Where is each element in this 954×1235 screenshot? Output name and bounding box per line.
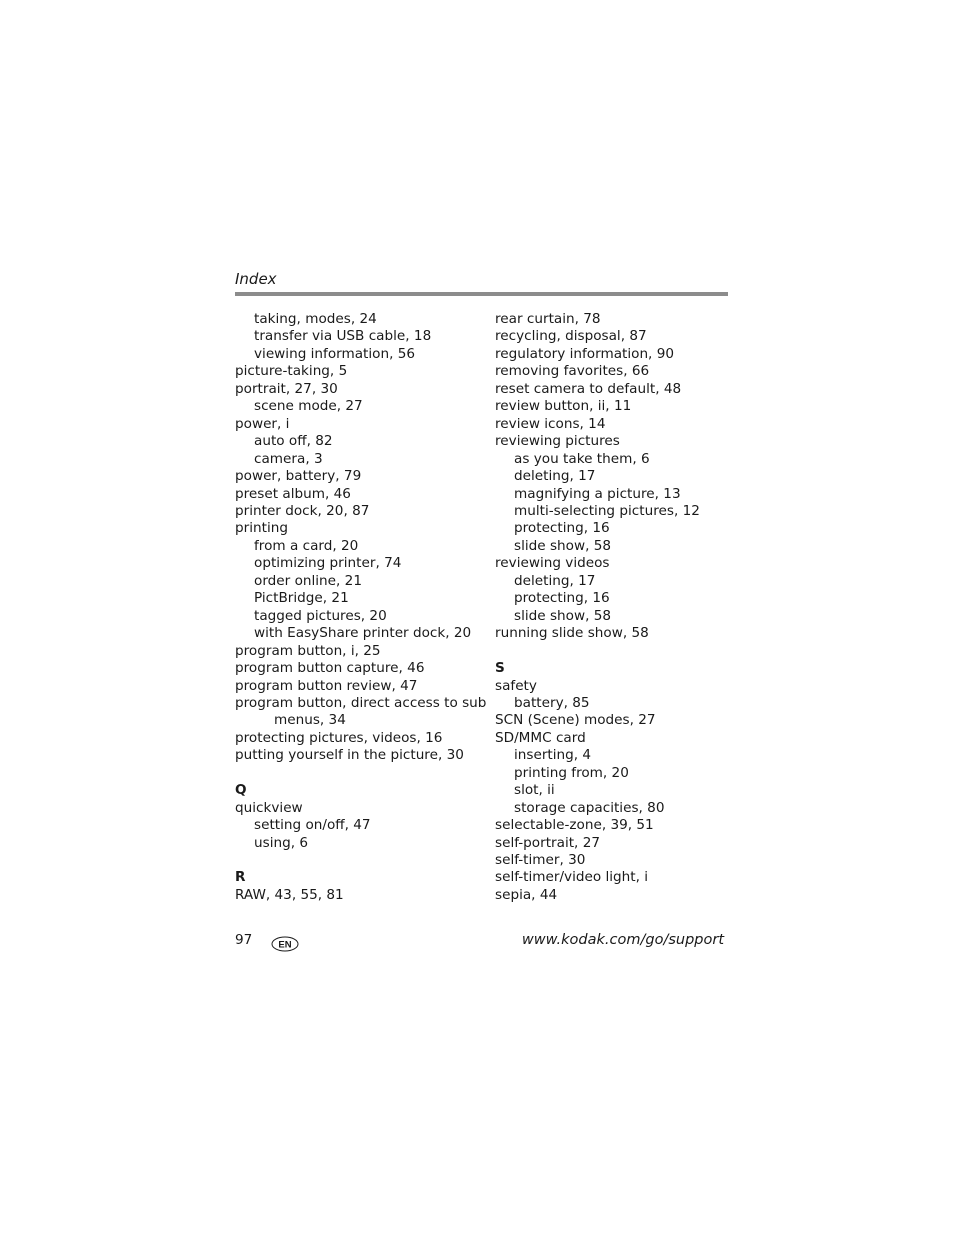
index-subentry: protecting, 16 bbox=[514, 590, 610, 607]
index-subentry: magnifying a picture, 13 bbox=[514, 485, 681, 502]
index-spacer bbox=[235, 765, 485, 782]
index-entry: printer dock, 20, 87 bbox=[235, 502, 370, 519]
index-entry: program button, direct access to sub bbox=[235, 694, 487, 711]
page-number: 97 bbox=[235, 932, 253, 948]
index-subentry: setting on/off, 47 bbox=[254, 817, 371, 834]
index-subentry: auto off, 82 bbox=[254, 433, 333, 450]
language-badge-icon bbox=[271, 936, 299, 952]
index-entry: program button capture, 46 bbox=[235, 660, 425, 677]
index-entry: RAW, 43, 55, 81 bbox=[235, 886, 344, 903]
index-entry: protecting pictures, videos, 16 bbox=[235, 729, 443, 746]
index-subentry: deleting, 17 bbox=[514, 468, 596, 485]
index-entry: sepia, 44 bbox=[495, 886, 558, 903]
index-subentry: PictBridge, 21 bbox=[254, 590, 349, 607]
index-subentry: slide show, 58 bbox=[514, 537, 612, 554]
language-badge-text: EN bbox=[278, 939, 292, 951]
index-entry: SD/MMC card bbox=[495, 729, 586, 746]
index-subentry: storage capacities, 80 bbox=[514, 799, 665, 816]
index-subentry: protecting, 16 bbox=[514, 520, 610, 537]
index-entry: review icons, 14 bbox=[495, 415, 606, 432]
index-subentry: as you take them, 6 bbox=[514, 450, 650, 467]
index-subentry: with EasyShare printer dock, 20 bbox=[254, 625, 472, 642]
index-entry: safety bbox=[495, 677, 537, 694]
index-column-left bbox=[235, 311, 485, 904]
index-entry: self-timer/video light, i bbox=[495, 869, 649, 886]
index-entry: printing bbox=[235, 520, 288, 537]
index-subentry: inserting, 4 bbox=[514, 747, 592, 764]
index-subentry: optimizing printer, 74 bbox=[254, 555, 402, 572]
index-subentry: battery, 85 bbox=[514, 694, 590, 711]
index-subentry: slot, ii bbox=[514, 782, 555, 799]
index-subentry: multi-selecting pictures, 12 bbox=[514, 502, 700, 519]
index-entry: rear curtain, 78 bbox=[495, 311, 601, 327]
index-entry: quickview bbox=[235, 799, 303, 816]
running-header-title: Index bbox=[235, 270, 277, 288]
index-spacer bbox=[495, 643, 745, 660]
index-subentry: camera, 3 bbox=[254, 450, 323, 467]
index-entry: self-timer, 30 bbox=[495, 852, 586, 869]
support-url: www.kodak.com/go/support bbox=[521, 932, 724, 948]
index-subentry: scene mode, 27 bbox=[254, 398, 363, 415]
index-subentry: slide show, 58 bbox=[514, 607, 612, 624]
index-subentry: from a card, 20 bbox=[254, 537, 359, 554]
index-subentry: printing from, 20 bbox=[514, 764, 629, 781]
index-entry: reset camera to default, 48 bbox=[495, 380, 682, 397]
index-subentry: transfer via USB cable, 18 bbox=[254, 328, 432, 345]
index-entry: preset album, 46 bbox=[235, 485, 351, 502]
index-entry: program button review, 47 bbox=[235, 677, 418, 694]
index-entry: power, battery, 79 bbox=[235, 468, 362, 485]
index-entry: selectable-zone, 39, 51 bbox=[495, 817, 654, 834]
index-spacer bbox=[235, 852, 485, 869]
index-entry: reviewing videos bbox=[495, 555, 610, 572]
index-entry: putting yourself in the picture, 30 bbox=[235, 747, 464, 764]
index-entry: power, i bbox=[235, 415, 290, 432]
index-entry: SCN (Scene) modes, 27 bbox=[495, 712, 656, 729]
index-subentry: using, 6 bbox=[254, 834, 309, 851]
index-letter-heading: R bbox=[235, 869, 246, 886]
index-letter-heading: Q bbox=[235, 782, 247, 799]
index-entry: self-portrait, 27 bbox=[495, 834, 600, 851]
index-entry: reviewing pictures bbox=[495, 433, 620, 450]
index-entry: program button, i, 25 bbox=[235, 642, 381, 659]
index-column-right bbox=[495, 311, 745, 904]
index-letter-heading: S bbox=[495, 660, 505, 677]
index-entry: review button, ii, 11 bbox=[495, 398, 632, 415]
index-entry: running slide show, 58 bbox=[495, 625, 649, 642]
index-entry: removing favorites, 66 bbox=[495, 363, 650, 380]
index-subentry: deleting, 17 bbox=[514, 572, 596, 589]
index-subentry: taking, modes, 24 bbox=[254, 311, 377, 327]
index-entry: portrait, 27, 30 bbox=[235, 380, 338, 397]
index-subentry: order online, 21 bbox=[254, 572, 362, 589]
index-entry: recycling, disposal, 87 bbox=[495, 328, 647, 345]
index-entry: regulatory information, 90 bbox=[495, 345, 675, 362]
index-entry: picture-taking, 5 bbox=[235, 363, 348, 380]
index-entry-continuation: menus, 34 bbox=[274, 712, 346, 729]
header-rule bbox=[235, 292, 728, 296]
index-subentry: tagged pictures, 20 bbox=[254, 607, 387, 624]
index-subentry: viewing information, 56 bbox=[254, 345, 416, 362]
